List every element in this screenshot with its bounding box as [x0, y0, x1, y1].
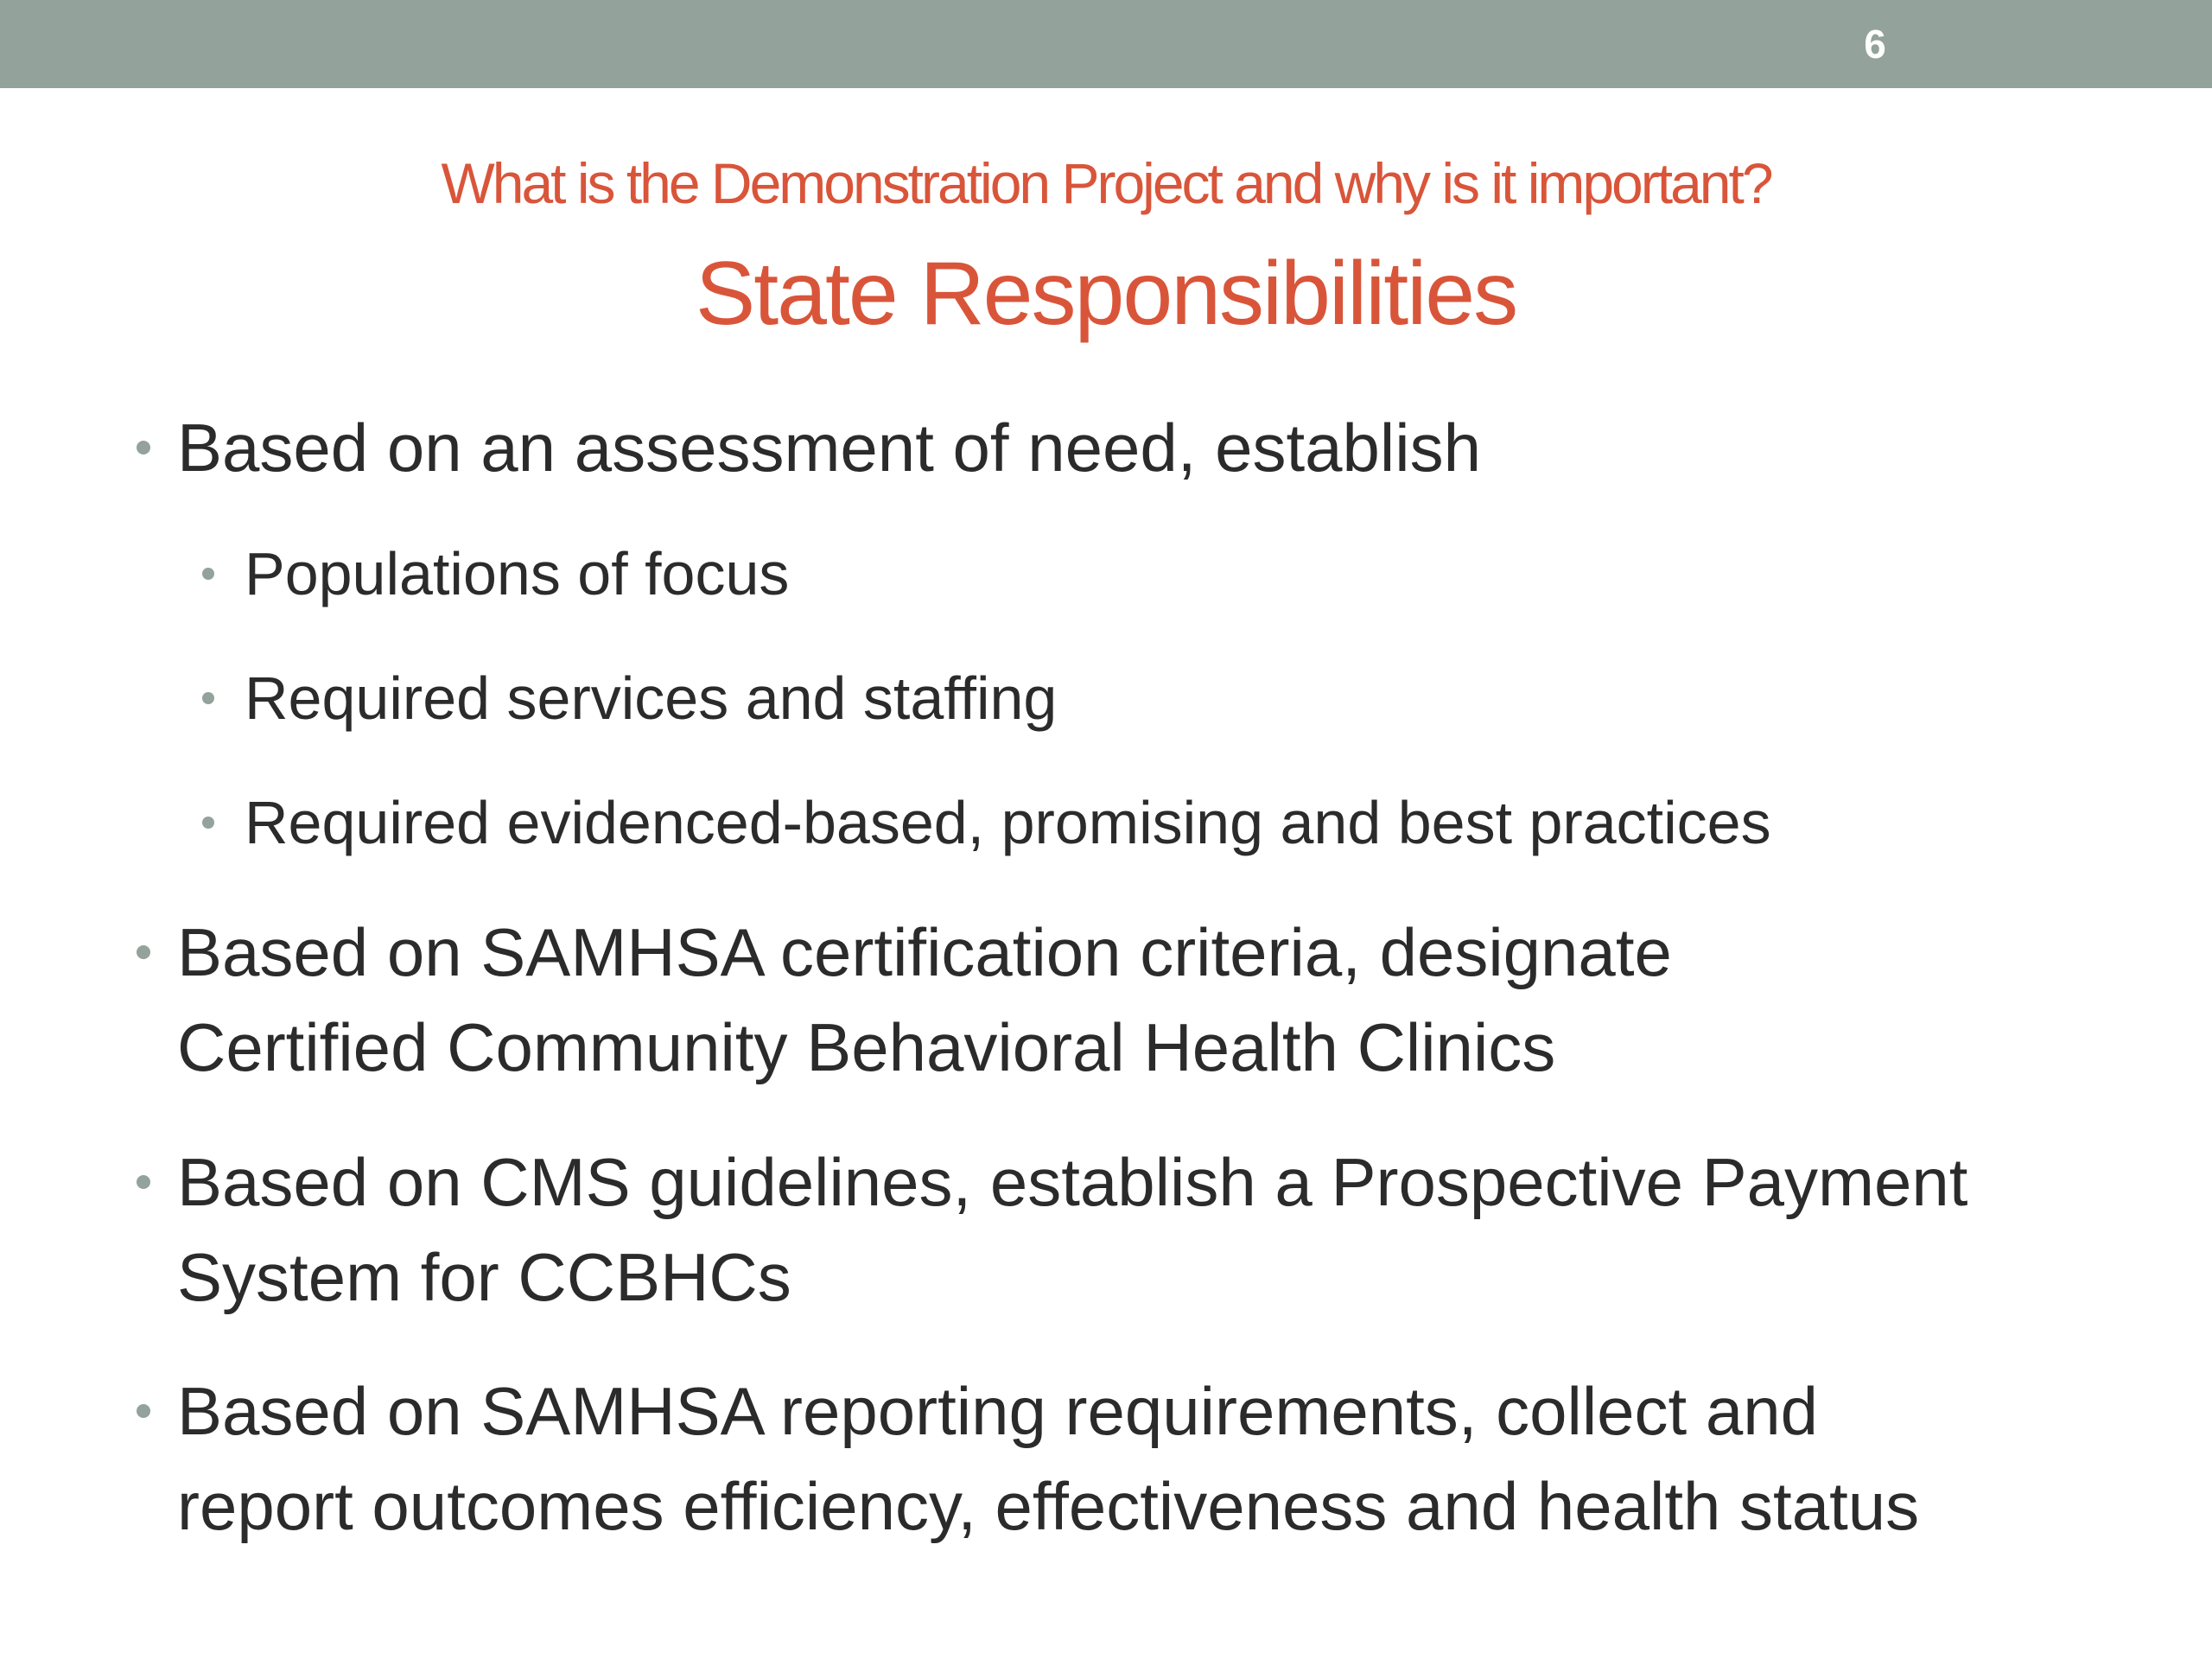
bullet-3-line-2: System for CCBHCs — [177, 1239, 791, 1315]
bullet-2-line-2: Certified Community Behavioral Health Clinics — [177, 1009, 1556, 1085]
bullet-4-line-2: report outcomes efficiency, effectiveness and health status — [177, 1468, 1920, 1544]
bullet-dot-icon — [202, 568, 214, 580]
bullet-1-line-1: Based on an assessment of need, establish — [177, 410, 1481, 486]
sub-bullet-2: Required services and staffing — [245, 664, 1058, 732]
slide-number: 6 — [1864, 22, 1886, 67]
bullet-dot-icon — [137, 945, 150, 959]
slide-title: State Responsibilities — [695, 244, 1517, 344]
sub-bullet-3: Required evidenced-based, promising and best practices — [245, 789, 1771, 856]
bullet-dot-icon — [137, 1175, 150, 1189]
bullet-3-line-1: Based on CMS guidelines, establish a Prospective Payment — [177, 1144, 1968, 1220]
bullet-dot-icon — [137, 441, 150, 454]
bullet-dot-icon — [202, 817, 214, 829]
bullet-4-line-1: Based on SAMHSA reporting requirements, collect and — [177, 1373, 1819, 1449]
slide-subtitle: What is the Demonstration Project and why is it important? — [441, 151, 1771, 215]
bullet-dot-icon — [137, 1404, 150, 1418]
bullet-2-line-1: Based on SAMHSA certification criteria, designate — [177, 914, 1672, 990]
bullet-dot-icon — [202, 692, 214, 704]
sub-bullet-1: Populations of focus — [245, 540, 790, 607]
